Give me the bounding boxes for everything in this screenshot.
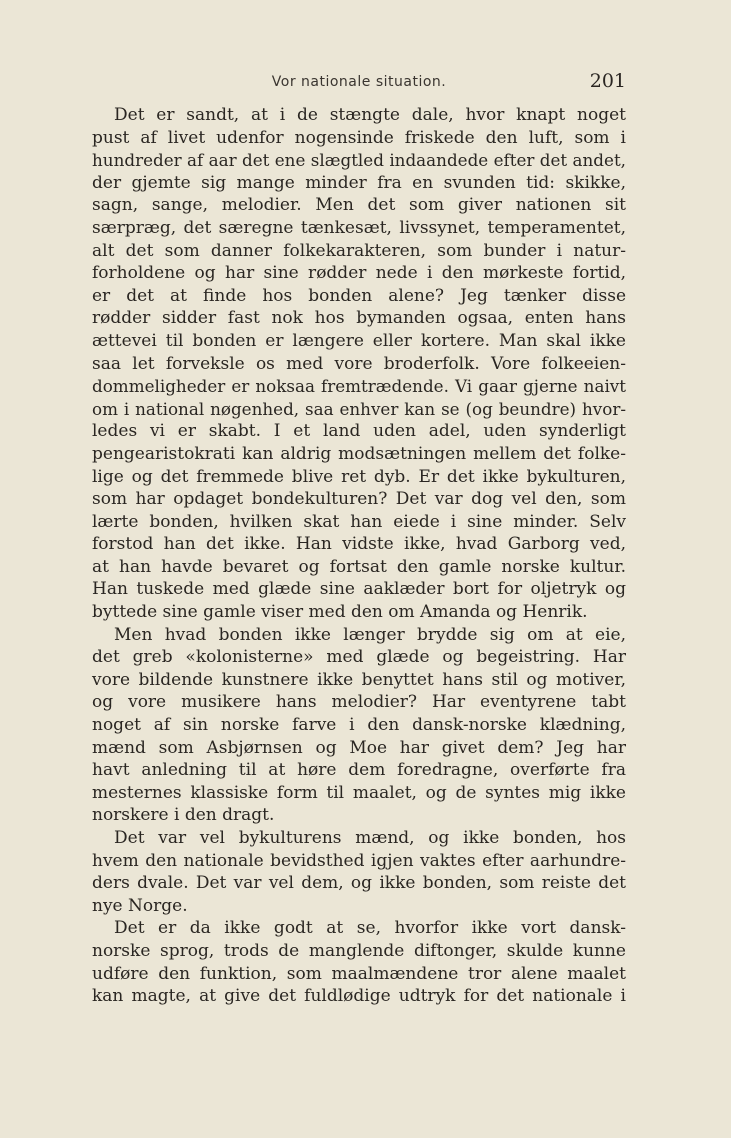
text-line: og vore musikere hans melodier? Har eventyrene tabt bbox=[92, 692, 626, 713]
text-line: Det var vel bykulturens mænd, og ikke bonden, hos bbox=[114, 828, 626, 848]
text-line: at han havde bevaret og fortsat den gamle norske kultur. bbox=[92, 556, 626, 577]
text-line: er det at finde hos bonden alene? Jeg tænker disse bbox=[92, 285, 626, 306]
text-line: rødder sidder fast nok hos bymanden ogsaa, enten hans bbox=[92, 308, 626, 329]
text-line: alt det som danner folkekarakteren, som bunder i natur- bbox=[92, 240, 626, 261]
text-line: vore bildende kunstnere ikke benyttet hans stil og motiver, bbox=[92, 669, 626, 690]
text-line: hundreder af aar det ene slægtled indaandede efter det andet, bbox=[92, 150, 626, 171]
page-number: 201 bbox=[589, 70, 626, 92]
text-line: udføre den funktion, som maalmændene tror alene maalet bbox=[92, 963, 626, 984]
text-line: Det er da ikke godt at se, hvorfor ikke vort dansk- bbox=[114, 918, 626, 939]
running-title: Vor nationale situation. bbox=[271, 74, 447, 90]
text-line: lige og det fremmede blive ret dyb. Er det ikke bykulturen, bbox=[92, 466, 626, 487]
text-line: nye Norge. bbox=[92, 895, 188, 916]
text-line: lærte bonden, hvilken skat han eiede i sine minder. Selv bbox=[92, 511, 626, 532]
text-line: byttede sine gamle viser med den om Amanda og Henrik. bbox=[92, 602, 588, 623]
text-line: Det er sandt, at i de stængte dale, hvor knapt noget bbox=[114, 105, 626, 125]
text-line: norskere i den dragt. bbox=[92, 805, 275, 826]
text-line: ders dvale. Det var vel dem, og ikke bonden, som reiste det bbox=[92, 873, 626, 894]
text-line: havt anledning til at høre dem foredragne, overførte fra bbox=[92, 760, 626, 781]
text-line: der gjemte sig mange minder fra en svunden tid: skikke, bbox=[92, 172, 626, 193]
running-head bbox=[92, 70, 626, 100]
body-text bbox=[92, 104, 626, 1008]
text-line: saa let forveksle os med vore broderfolk. Vore folkeeien- bbox=[92, 353, 626, 374]
text-line: noget af sin norske farve i den dansk-norske klædning, bbox=[92, 715, 626, 736]
text-line: norske sprog, trods de manglende diftonger, skulde kunne bbox=[92, 940, 626, 961]
text-line: forstod han det ikke. Han vidste ikke, hvad Garborg ved, bbox=[92, 534, 626, 555]
text-line: ættevei til bonden er længere eller kortere. Man skal ikke bbox=[92, 330, 626, 351]
text-line: ledes vi er skabt. I et land uden adel, uden synderligt bbox=[92, 421, 626, 442]
text-line: pengearistokrati kan aldrig modsætningen mellem det folke- bbox=[92, 443, 626, 464]
text-line: om i national nøgenhed, saa enhver kan se (og beundre) hvor- bbox=[92, 398, 626, 419]
text-line: Han tuskede med glæde sine aaklæder bort for oljetryk og bbox=[92, 579, 626, 600]
text-line: hvem den nationale bevidsthed igjen vaktes efter aarhundre- bbox=[92, 850, 626, 871]
text-line: Men hvad bonden ikke længer brydde sig om at eie, bbox=[114, 624, 626, 645]
text-line: dommeligheder er noksaa fremtrædende. Vi gaar gjerne naivt bbox=[92, 376, 626, 397]
text-line: som har opdaget bondekulturen? Det var dog vel den, som bbox=[92, 489, 626, 510]
text-line: særpræg, det særegne tænkesæt, livssynet, temperamentet, bbox=[92, 217, 626, 238]
text-line: mesternes klassiske form til maalet, og de syntes mig ikke bbox=[92, 782, 626, 803]
text-line: kan magte, at give det fuldlødige udtryk for det nationale i bbox=[92, 986, 626, 1007]
text-line: mænd som Asbjørnsen og Moe har givet dem? Jeg har bbox=[92, 737, 626, 758]
text-line: sagn, sange, melodier. Men det som giver nationen sit bbox=[92, 195, 626, 216]
text-line: forholdene og har sine rødder nede i den mørkeste fortid, bbox=[92, 263, 626, 284]
text-line: det greb «kolonisterne» med glæde og begeistring. Har bbox=[92, 647, 626, 668]
text-line: pust af livet udenfor nogensinde friskede den luft, som i bbox=[92, 127, 626, 148]
